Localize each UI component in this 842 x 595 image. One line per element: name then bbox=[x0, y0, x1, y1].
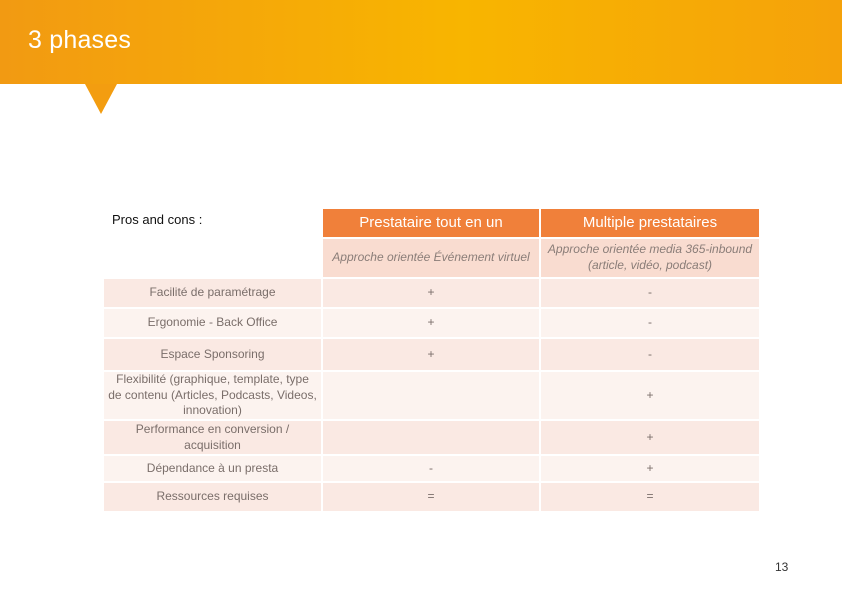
row-multiple-value: - bbox=[541, 279, 759, 307]
approach-single: Approche orientée Événement virtuel bbox=[323, 239, 539, 277]
table-row bbox=[104, 372, 759, 419]
approach-multiple: Approche orientée media 365-inbound (article, vidéo, podcast) bbox=[541, 239, 759, 277]
row-criterion: Ressources requises bbox=[104, 483, 321, 511]
table-row bbox=[104, 421, 759, 454]
table-row bbox=[104, 339, 759, 370]
row-single-value bbox=[323, 421, 539, 454]
table-row bbox=[104, 456, 759, 481]
row-multiple-value: + bbox=[541, 372, 759, 419]
table-approach-row bbox=[104, 239, 759, 277]
row-criterion: Dépendance à un presta bbox=[104, 456, 321, 481]
table-header-row bbox=[104, 209, 759, 237]
row-multiple-value: + bbox=[541, 456, 759, 481]
row-criterion: Facilité de paramétrage bbox=[104, 279, 321, 307]
table-row bbox=[104, 309, 759, 337]
row-multiple-value: - bbox=[541, 339, 759, 370]
comparison-table bbox=[104, 209, 759, 513]
row-multiple-value: - bbox=[541, 309, 759, 337]
page-number: 13 bbox=[775, 560, 789, 574]
column-header-multiple: Multiple prestataires bbox=[541, 209, 759, 237]
table-row bbox=[104, 279, 759, 307]
row-single-value: + bbox=[323, 309, 539, 337]
row-multiple-value: + bbox=[541, 421, 759, 454]
row-criterion: Performance en conversion / acquisition bbox=[104, 421, 321, 454]
row-single-value: + bbox=[323, 279, 539, 307]
approach-empty bbox=[104, 239, 321, 277]
row-criterion: Espace Sponsoring bbox=[104, 339, 321, 370]
row-single-value: = bbox=[323, 483, 539, 511]
row-single-value: + bbox=[323, 339, 539, 370]
table-header-empty bbox=[104, 209, 321, 237]
slide-title: 3 phases bbox=[28, 26, 132, 54]
row-single-value: - bbox=[323, 456, 539, 481]
row-single-value bbox=[323, 372, 539, 419]
pros-cons-label: Pros and cons : bbox=[112, 212, 203, 227]
row-criterion: Flexibilité (graphique, template, type de contenu (Articles, Podcasts, Videos, innovation) bbox=[104, 372, 321, 419]
column-header-single: Prestataire tout en un bbox=[323, 209, 539, 237]
row-multiple-value: = bbox=[541, 483, 759, 511]
slide-header bbox=[0, 0, 842, 84]
header-pointer bbox=[85, 84, 117, 114]
row-criterion: Ergonomie - Back Office bbox=[104, 309, 321, 337]
table-row bbox=[104, 483, 759, 511]
